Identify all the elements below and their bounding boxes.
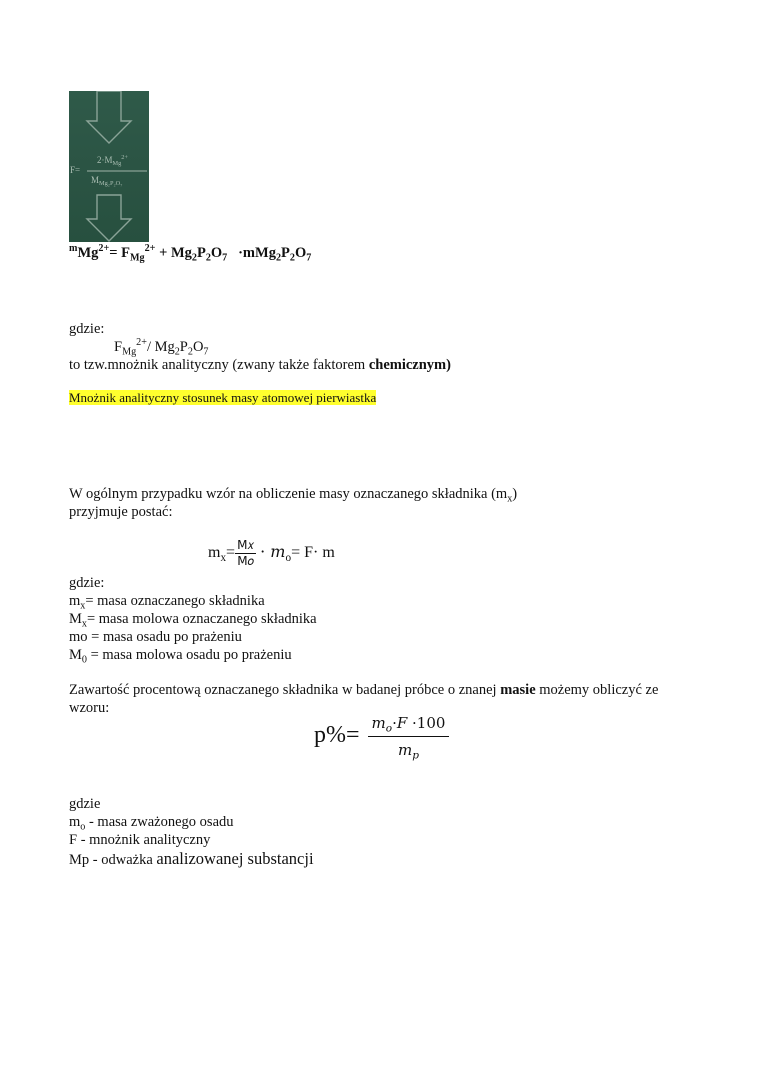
photo-lhs: F= bbox=[70, 165, 81, 175]
photo-numerator: $2\cdot M_{Mg}^{2+}$ bbox=[97, 154, 128, 168]
def-Mp: Mp - odważka analizowanej substancji bbox=[69, 849, 314, 868]
gdzie-label-1: gdzie: bbox=[69, 321, 105, 337]
percent-intro-line2: wzoru: bbox=[69, 700, 110, 716]
def-mo-weighed: $m_o$ - masa zważonego osadu bbox=[69, 814, 234, 833]
percent-intro-line1: Zawartość procentową oznaczanego składnika w badanej próbce o znanej masie możemy obliczyć ze bbox=[69, 682, 659, 698]
reaction-equation: $^mMg^{2+}= F_{Mg}^{2+} + Mg_2P_2O_7$ $\cdot mMg_2P_2O_7$ bbox=[69, 242, 312, 264]
gdzie-label-2: gdzie: bbox=[69, 575, 105, 591]
factor-expression: $F_{Mg}^{2+}/$ $Mg_2P_2O_7$ bbox=[114, 336, 209, 358]
formula-percent: p%= $\frac{𝑚_𝑜\cdot 𝐹 \cdot 100}{𝑚_𝑝}$ bbox=[314, 712, 449, 759]
def-F: F - mnożnik analityczny bbox=[69, 832, 211, 848]
photo-denominator: $M_{Mg_2P_2O_7}$ bbox=[91, 175, 123, 188]
factor-description: to tzw.mnożnik analityczny (zwany także faktorem chemicznym) bbox=[69, 357, 451, 373]
def-M0: $M_0$ = masa molowa osadu po prażeniu bbox=[69, 647, 292, 666]
general-intro-line1: W ogólnym przypadku wzór na obliczenie masy oznaczanego składnika $(m_x)$ bbox=[69, 486, 518, 505]
formula-mx: $m_x=$ $\frac{\text{M𝑥}}{\text{M𝑜}}$ · 𝑚$_o$= F· m bbox=[208, 538, 335, 568]
highlighted-note: Mnożnik analityczny stosunek masy atomowej pierwiastka bbox=[69, 390, 377, 405]
def-Mx: $M_x=$ masa molowa oznaczanego składnika bbox=[69, 611, 317, 630]
def-mx: $m_x=$ masa oznaczanego składnika bbox=[69, 593, 265, 612]
def-mo: mo = masa osadu po prażeniu bbox=[69, 629, 242, 645]
general-intro-line2: przyjmuje postać: bbox=[69, 504, 173, 520]
formula-photo bbox=[69, 91, 149, 242]
gdzie-label-3: gdzie bbox=[69, 796, 101, 812]
